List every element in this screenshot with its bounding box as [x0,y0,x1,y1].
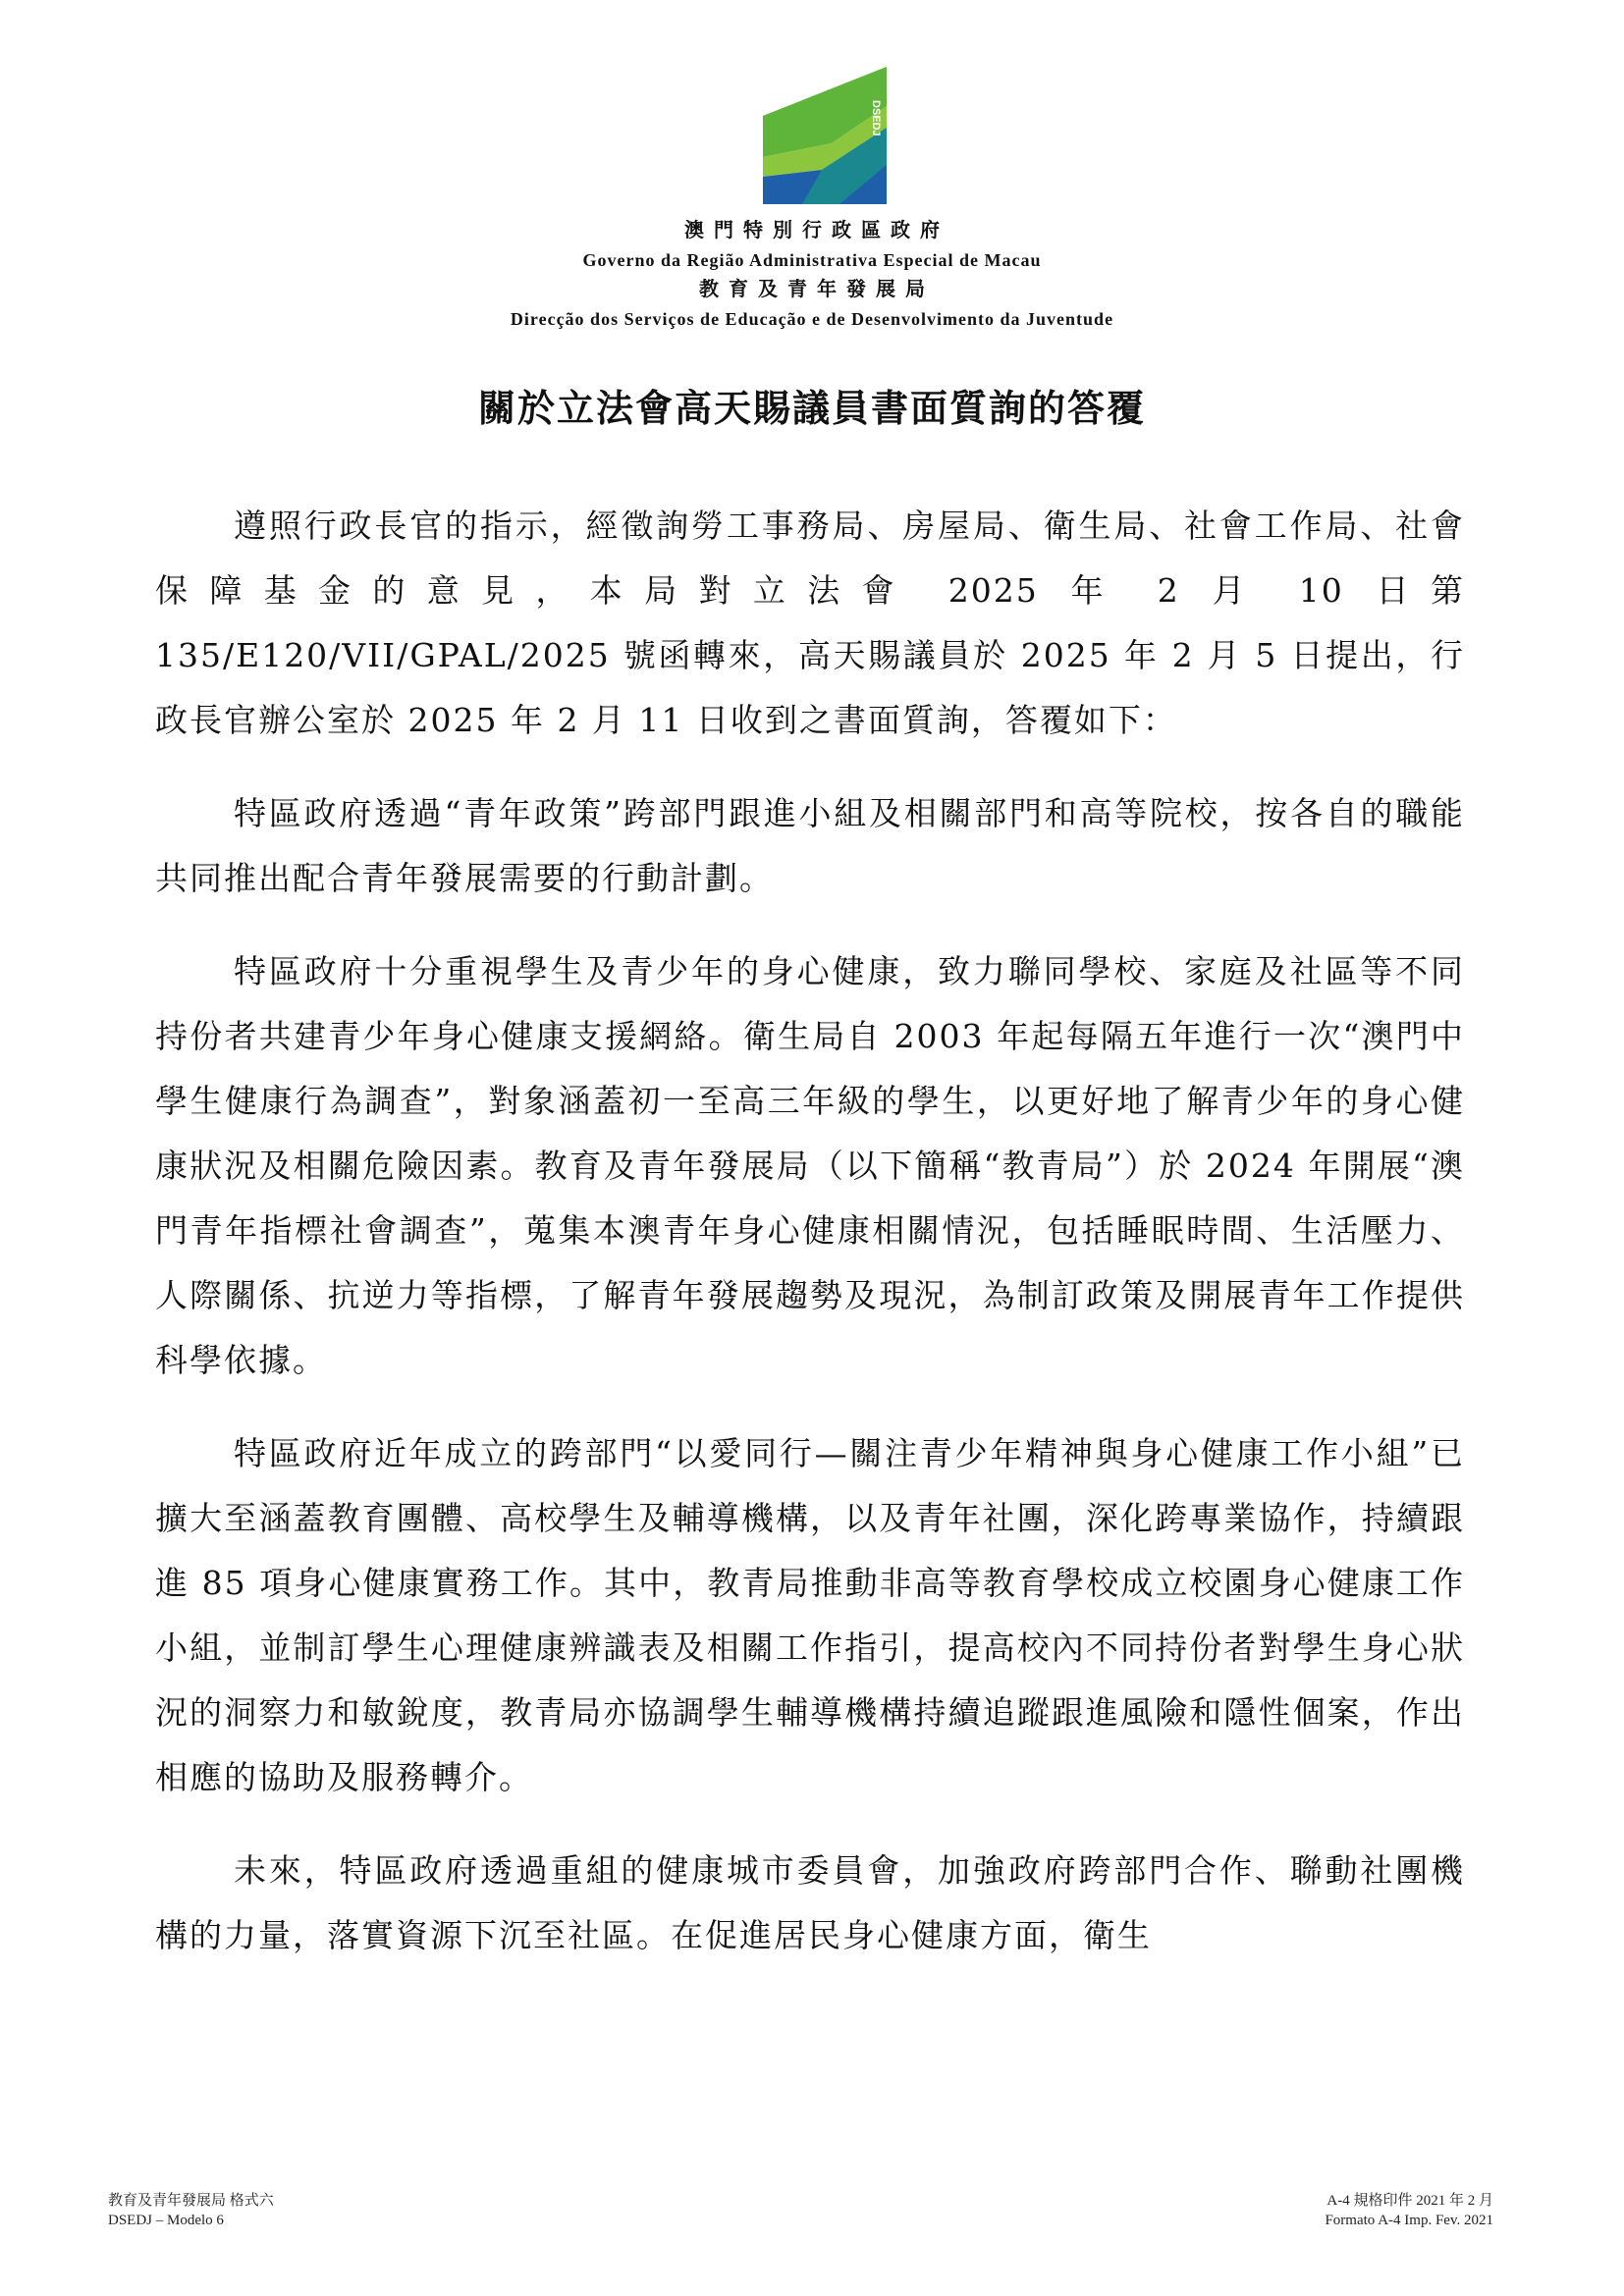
footer-print-format-zh: A-4 規格印件 2021 年 2 月 [1326,2193,1493,2209]
paragraph: 特區政府透過“青年政策”跨部門跟進小組及相關部門和高等院校，按各自的職能共同推出配合青年發展需要的行動計劃。 [155,794,1465,897]
footer-print-format-pt: Formato A-4 Imp. Fev. 2021 [1325,2213,1493,2228]
department-name-pt: Direcção dos Serviços de Educação e de Desenvolvimento da Juventude [510,309,1114,329]
paragraph: 遵照行政長官的指示，經徵詢勞工事務局、房屋局、衛生局、社會工作局、社會保障基金的意見，本局對立法會 2025 年 2 月 10 日第 135/E120/VII/GPAL/2025 號函轉來，高天賜議員於 2025 年 2 月 5 日提出，行政長官辦公室於 2025 年 2 月 11 日收到之書面質詢，答覆如下： [155,507,1465,739]
footer-form-code-zh: 教育及青年發展局 格式六 [108,2193,274,2209]
paragraph: 未來，特區政府透過重組的健康城市委員會，加強政府跨部門合作、聯動社團機構的力量，落實資源下沉至社區。在促進居民身心健康方面，衛生 [155,1851,1465,1954]
svg-text:DSEDJ: DSEDJ [870,100,882,136]
paragraph: 特區政府近年成立的跨部門“以愛同行—關注青少年精神與身心健康工作小組”已擴大至涵蓋教育團體、高校學生及輔導機構，以及青年社團，深化跨專業協作，持續跟進 85 項身心健康實務工作。其中，教青局推動非高等教育學校成立校園身心健康工作小組，並制訂學生心理健康辨識表及相關工作指引，提高校內不同持份者對學生身心狀況的洞察力和敏銳度，教青局亦協調學生輔導機構持續追蹤跟進風險和隱性個案，作出相應的協助及服務轉介。 [155,1434,1465,1796]
letterhead [0,216,1624,334]
footer-form-code [108,2191,274,2230]
government-name-pt: Governo da Região Administrativa Especial de Macau [582,250,1042,270]
paragraph: 特區政府十分重視學生及青少年的身心健康，致力聯同學校、家庭及社區等不同持份者共建青少年身心健康支援網絡。衛生局自 2003 年起每隔五年進行一次“澳門中學生健康行為調查”，對象涵蓋初一至高三年級的學生，以更好地了解青少年的身心健康狀況及相關危險因素。教育及青年發展局（以下簡稱“教青局”）於 2024 年開展“澳門青年指標社會調查”，蒐集本澳青年身心健康相關情況，包括睡眠時間、生活壓力、人際關係、抗逆力等指標，了解青年發展趨勢及現況，為制訂政策及開展青年工作提供科學依據。 [155,952,1465,1379]
document-body [155,494,1465,1997]
footer-form-code-pt: DSEDJ – Modelo 6 [108,2213,224,2228]
document-title: 關於立法會高天賜議員書面質詢的答覆 [477,386,1146,430]
footer-print-format [1325,2191,1493,2230]
department-name-zh: 教育及青年發展局 [699,279,935,300]
dsedj-logo [763,67,887,204]
government-name-zh: 澳門特別行政區政府 [684,220,949,241]
dsedj-logo-icon [763,67,887,204]
